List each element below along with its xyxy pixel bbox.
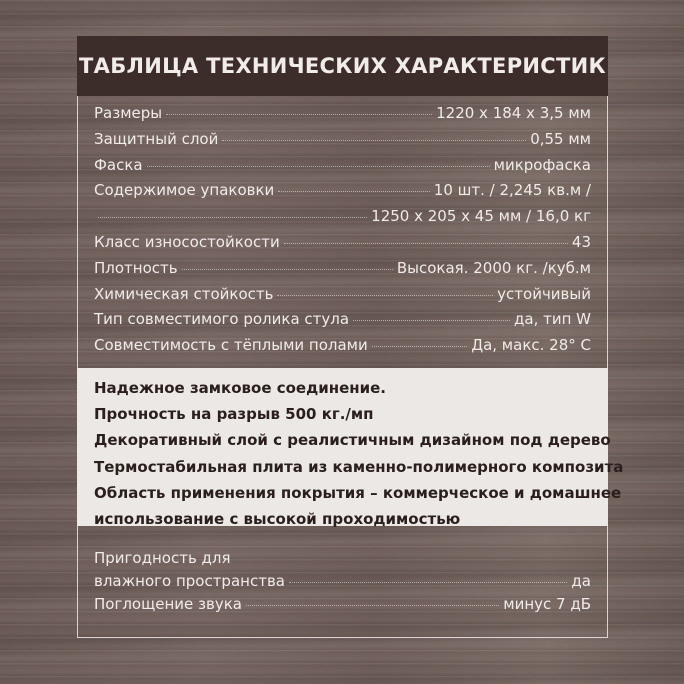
spec-row-package-continued bbox=[94, 207, 591, 233]
dotted-leader bbox=[182, 269, 393, 270]
spec-label: Плотность bbox=[94, 258, 178, 277]
spec-value: да, тип W bbox=[514, 310, 591, 329]
spec-label: Пригодность для bbox=[94, 549, 231, 567]
dotted-leader bbox=[98, 217, 367, 218]
bottom-specs bbox=[94, 549, 591, 618]
spec-value: Да, макс. 28° С bbox=[471, 336, 591, 355]
spec-label: Класс износостойкости bbox=[94, 232, 280, 251]
dotted-leader bbox=[372, 346, 468, 347]
feature-item: Прочность на разрыв 500 кг./мп bbox=[94, 405, 374, 424]
spec-value: 43 bbox=[571, 232, 591, 251]
spec-row-suitability bbox=[94, 549, 591, 572]
spec-row-density bbox=[94, 259, 591, 285]
spec-label: Тип совместимого ролика стула bbox=[94, 310, 350, 329]
spec-value: 10 шт. / 2,245 кв.м / bbox=[433, 181, 591, 200]
spec-value: минус 7 дБ bbox=[503, 595, 591, 613]
page-title: ТАБЛИЦА ТЕХНИЧЕСКИХ ХАРАКТЕРИСТИК bbox=[79, 54, 606, 78]
spec-label: Фаска bbox=[94, 155, 143, 174]
spec-list bbox=[94, 104, 591, 362]
spec-row-chair-caster bbox=[94, 310, 591, 336]
dotted-leader bbox=[147, 166, 490, 167]
spec-value: да bbox=[571, 572, 591, 590]
spec-value: устойчивый bbox=[497, 284, 591, 303]
dotted-leader bbox=[278, 191, 430, 192]
dotted-leader bbox=[222, 140, 526, 141]
spec-row-size bbox=[94, 104, 591, 130]
feature-item: Область применения покрытия – коммерческое и домашнее bbox=[94, 483, 622, 502]
spec-value: 1220 х 184 х 3,5 мм bbox=[436, 104, 591, 122]
spec-label: Содержимое упаковки bbox=[94, 181, 275, 200]
dotted-leader bbox=[353, 320, 510, 321]
spec-row-protective-layer bbox=[94, 130, 591, 156]
spec-row-underfloor-heating bbox=[94, 336, 591, 362]
spec-row-package bbox=[94, 181, 591, 207]
feature-item: Надежное замковое соединение. bbox=[94, 379, 387, 397]
spec-row-chemical-resistance bbox=[94, 285, 591, 311]
spec-row-wear-class bbox=[94, 233, 591, 259]
spec-value: Высокая. 2000 кг. /куб.м bbox=[396, 258, 591, 277]
feature-item: Термостабильная плита из каменно-полимерного композита bbox=[94, 457, 624, 476]
spec-label: Поглощение звука bbox=[94, 595, 242, 613]
spec-label: Химическая стойкость bbox=[94, 284, 274, 303]
spec-row-sound-absorption bbox=[94, 595, 591, 618]
dotted-leader bbox=[284, 243, 568, 244]
spec-label: Защитный слой bbox=[94, 129, 219, 148]
feature-item: использование с высокой проходимостью bbox=[94, 509, 461, 528]
feature-item: Декоративный слой с реалистичным дизайном под дерево bbox=[94, 431, 611, 450]
dotted-leader bbox=[277, 295, 493, 296]
dotted-leader bbox=[289, 582, 567, 583]
spec-row-wet-area bbox=[94, 572, 591, 595]
features-list bbox=[94, 375, 624, 532]
spec-value: 1250 х 205 х 45 мм / 16,0 кг bbox=[371, 207, 591, 226]
title-bar bbox=[77, 36, 608, 96]
spec-row-bevel bbox=[94, 156, 591, 182]
spec-label: Размеры bbox=[94, 104, 163, 122]
spec-value: 0,55 мм bbox=[530, 129, 591, 148]
spec-label: Совместимость с тёплыми полами bbox=[94, 336, 368, 355]
spec-value: микрофаска bbox=[493, 155, 591, 174]
dotted-leader bbox=[166, 114, 432, 115]
dotted-leader bbox=[246, 605, 499, 606]
spec-label: влажного пространства bbox=[94, 572, 285, 590]
